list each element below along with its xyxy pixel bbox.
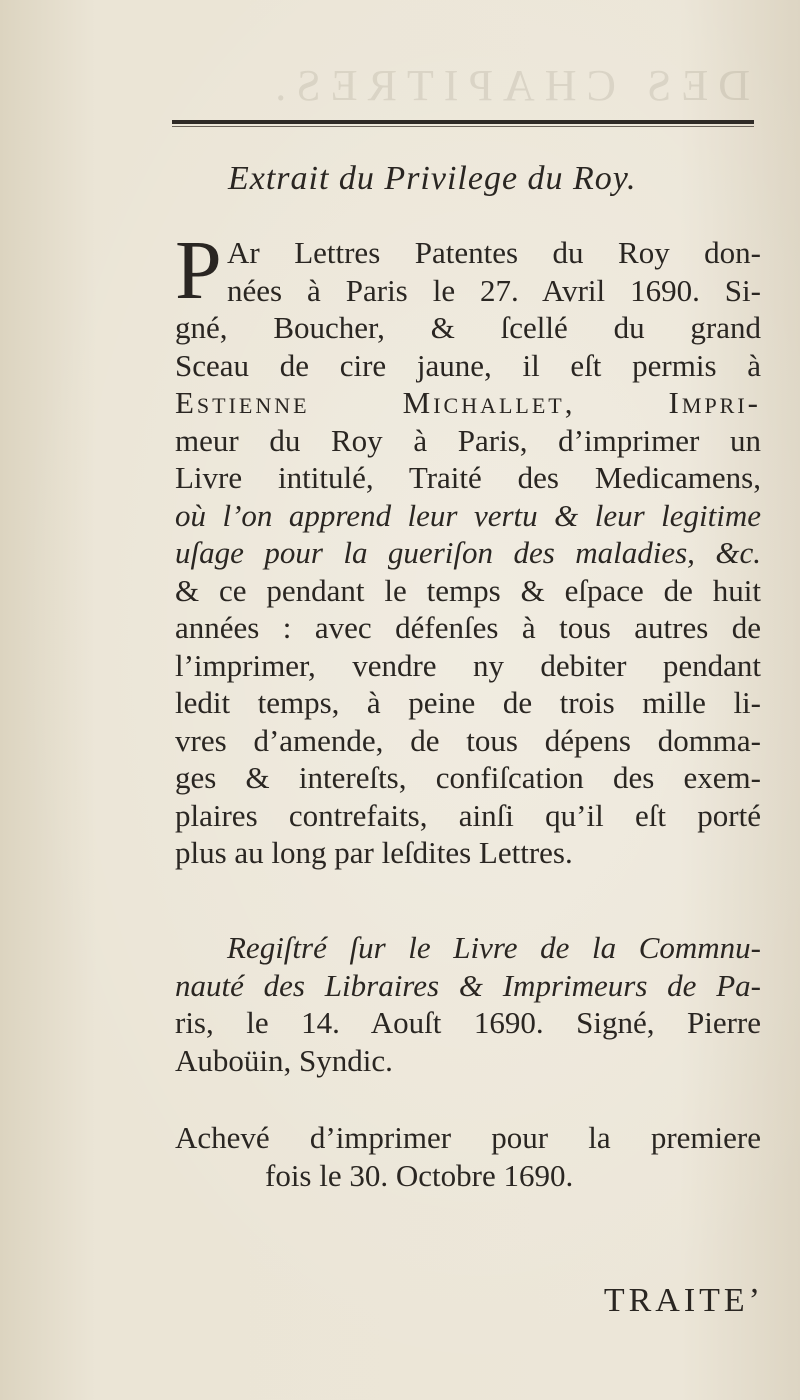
registration-line: Regiſtré ſur le Livre de la Commnu- [227,930,761,965]
privilege-line: uſage pour la gueriſon des maladies, &c. [175,535,761,570]
privilege-line: gné, Boucher, & ſcellé du grand [175,310,761,345]
colophon-line: Achevé d’imprimer pour la premiere [175,1120,761,1155]
show-through-heading: DES CHAPITRES. [265,61,750,110]
privilege-line: années : avec défenſes à tous autres de [175,610,761,645]
privilege-line: plaires contrefaits, ainſi qu’il eſt porté [175,797,761,833]
registration-line: nauté des Libraires & Imprimeurs de Pa- [175,967,761,1003]
privilege-line: meur du Roy à Paris, d’imprimer un [175,422,761,458]
head-rule-thin [172,126,754,127]
privilege-line: ledit temps, à peine de trois mille li- [175,685,761,720]
privilege-line: & ce pendant le temps & eſpace de huit [175,572,761,608]
privilege-line: Sceau de cire jaune, il eſt permis à [175,347,761,383]
privilege-text [175,224,761,872]
page-title: Extrait du Privilege du Roy. [228,160,637,197]
privilege-line: où l’on apprend leur vertu & leur legitime [175,497,761,533]
head-rule [172,120,754,124]
privilege-line: l’imprimer, vendre ny debiter pendant [175,647,761,683]
privilege-line: Ar Lettres Patentes du Roy don- [227,235,761,270]
catchword: TRAITE’ [603,1282,764,1319]
privilege-line: ges & intereſts, confiſcation des exem- [175,760,761,795]
registration-text [175,928,761,1078]
registration-line: ris, le 14. Aouſt 1690. Signé, Pierre [175,1005,761,1040]
privilege-line: Estienne Michallet, Impri- [175,385,761,420]
colophon [175,1118,761,1193]
privilege-line: nées à Paris le 27. Avril 1690. Si- [227,272,761,308]
colophon-line: fois le 30. Octobre 1690. [265,1157,574,1193]
drop-cap: P [175,224,222,317]
privilege-line: Livre intitulé, Traité des Medicamens, [175,460,761,495]
privilege-line: plus au long par leſdites Lettres. [175,835,573,870]
registration-line: Auboüin, Syndic. [175,1042,393,1078]
privilege-line: vres d’amende, de tous dépens domma- [175,722,761,758]
